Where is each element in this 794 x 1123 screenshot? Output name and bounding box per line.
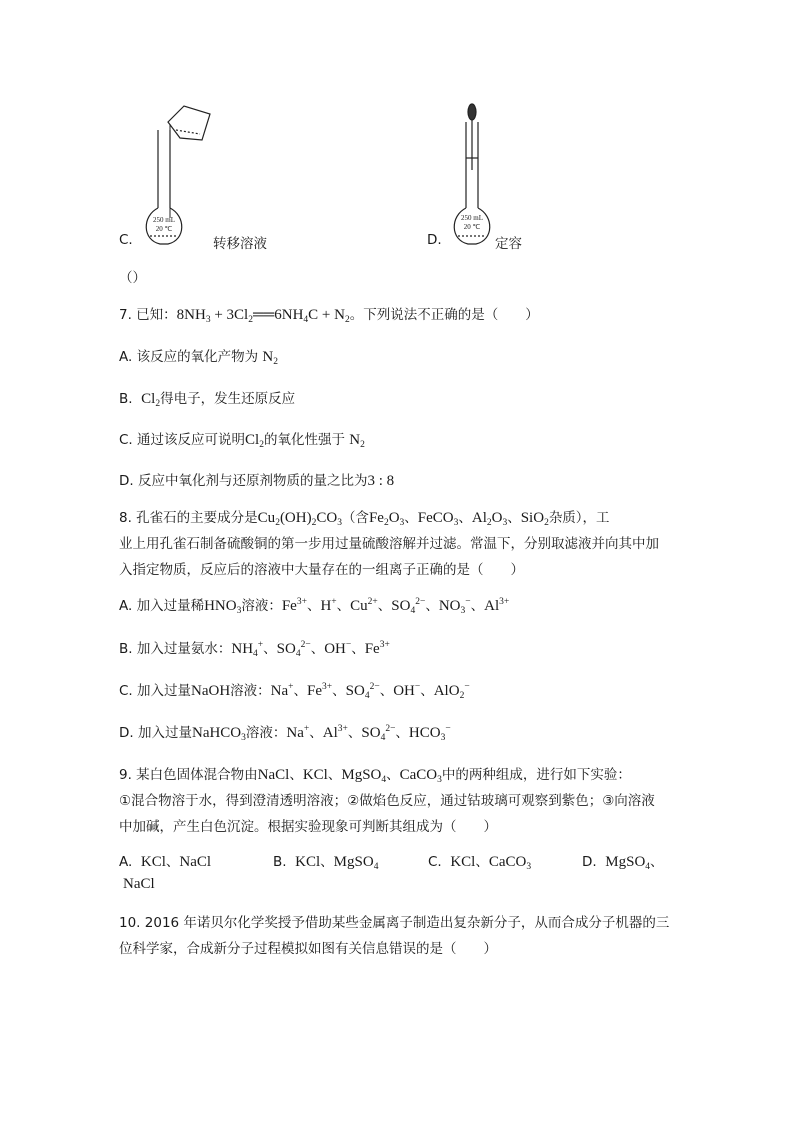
question-9 bbox=[119, 762, 689, 840]
q9-line-1: 9. 某白色固体混合物由NaCl、KCl、MgSO$_4$、CaCO$_3$中的两种组成，进行如下实验： bbox=[119, 767, 631, 785]
transfer-solution-figure bbox=[140, 100, 220, 248]
q8-line-2: 业上用孔雀石制备硫酸铜的第一步用过量硫酸溶解并过滤。常温下，分别取滤液并向其中加 bbox=[119, 536, 659, 552]
volumetric-flask-with-dropper-icon bbox=[448, 100, 496, 248]
flask-c-volume-label: 250 mL bbox=[153, 216, 175, 224]
option-d-label: D. bbox=[427, 232, 442, 248]
flask-d-volume-label: 250 mL bbox=[461, 214, 483, 222]
option-c-caption: 转移溶液 bbox=[213, 236, 267, 252]
question-7 bbox=[119, 302, 689, 328]
q9-line-3: 中加碱，产生白色沉淀。根据实验现象可判断其组成为（ ） bbox=[119, 819, 497, 835]
q8-line-3: 入指定物质，反应后的溶液中大量存在的一组离子正确的是（ ） bbox=[119, 562, 524, 578]
question-10 bbox=[119, 910, 689, 962]
option-d-caption: 定容 bbox=[495, 236, 522, 252]
q9-option-c: C. KCl、CaCO$_3$ bbox=[428, 854, 532, 872]
q7-stem: 7. 已知：$8NH_3$ + $3Cl_2══6NH_4C + N_2$。下列说法不正确的是（ ） bbox=[119, 307, 539, 325]
q7-option-c: C. 通过该反应可说明$Cl_2$的氧化性强于 $N_2$ bbox=[119, 432, 365, 450]
q8-option-d: D. 加入过量NaHCO$_3$溶液：Na+、$Al^{3+}$、$SO_4^{2-}$、$HCO_3^-$ bbox=[119, 724, 451, 743]
volumetric-flask-with-beaker-icon bbox=[140, 100, 220, 248]
q8-option-b: B. 加入过量氨水：$NH_4^+$、$SO_4^{2-}$、OH−、$Fe^{3+}$ bbox=[119, 640, 390, 659]
q8-option-a: A. 加入过量稀$HNO_3$溶液：$Fe^{3+}$、H+、$Cu^{2+}$、$SO_4^{2-}$、$NO_3^-$、$Al^{3+}$ bbox=[119, 597, 510, 616]
q9-option-a: A. KCl、NaCl bbox=[119, 854, 212, 870]
fix-volume-figure bbox=[448, 100, 496, 248]
q7-option-d: D. 反应中氧化剂与还原剂物质的量之比为3 : 8 bbox=[119, 473, 395, 489]
q10-line-1: 10. 2016 年诺贝尔化学奖授予借助某些金属离子制造出复杂新分子，从而合成分子机器的三 bbox=[119, 915, 670, 931]
question-8 bbox=[119, 505, 689, 583]
answer-blank: （） bbox=[119, 270, 146, 286]
q9-option-b: B. KCl、MgSO$_4$ bbox=[273, 854, 379, 872]
q9-option-d-wrap: NaCl bbox=[123, 876, 155, 892]
flask-d-temp-label: 20 ℃ bbox=[463, 223, 481, 231]
q7-option-a: A. 该反应的氧化产物为 $N_2$ bbox=[119, 349, 278, 367]
q7-equation: $8NH_3$ + $3Cl_2══6NH_4C + N_2$ bbox=[176, 307, 350, 325]
q10-line-2: 位科学家，合成新分子过程模拟如图有关信息错误的是（ ） bbox=[119, 941, 497, 957]
q7-option-b: B. $Cl_2$得电子，发生还原反应 bbox=[119, 391, 296, 409]
q9-option-d: D. MgSO$_4$、 bbox=[582, 854, 664, 872]
q9-line-2: ①混合物溶于水，得到澄清透明溶液；②做焰色反应，通过钴玻璃可观察到紫色；③向溶液 bbox=[119, 793, 655, 809]
option-c-label: C. bbox=[119, 232, 133, 248]
q8-option-c: C. 加入过量NaOH溶液：Na+、$Fe^{3+}$、$SO_4^{2-}$、OH−、AlO$_2$− bbox=[119, 682, 470, 701]
flask-c-temp-label: 20 ℃ bbox=[155, 225, 173, 233]
q8-line-1: 8. 孔雀石的主要成分是$Cu_2(OH)_2CO_3$（含$Fe_2O_3$、FeCO$_3$、$Al_2O_3$、SiO$_2$杂质），工 bbox=[119, 510, 610, 528]
